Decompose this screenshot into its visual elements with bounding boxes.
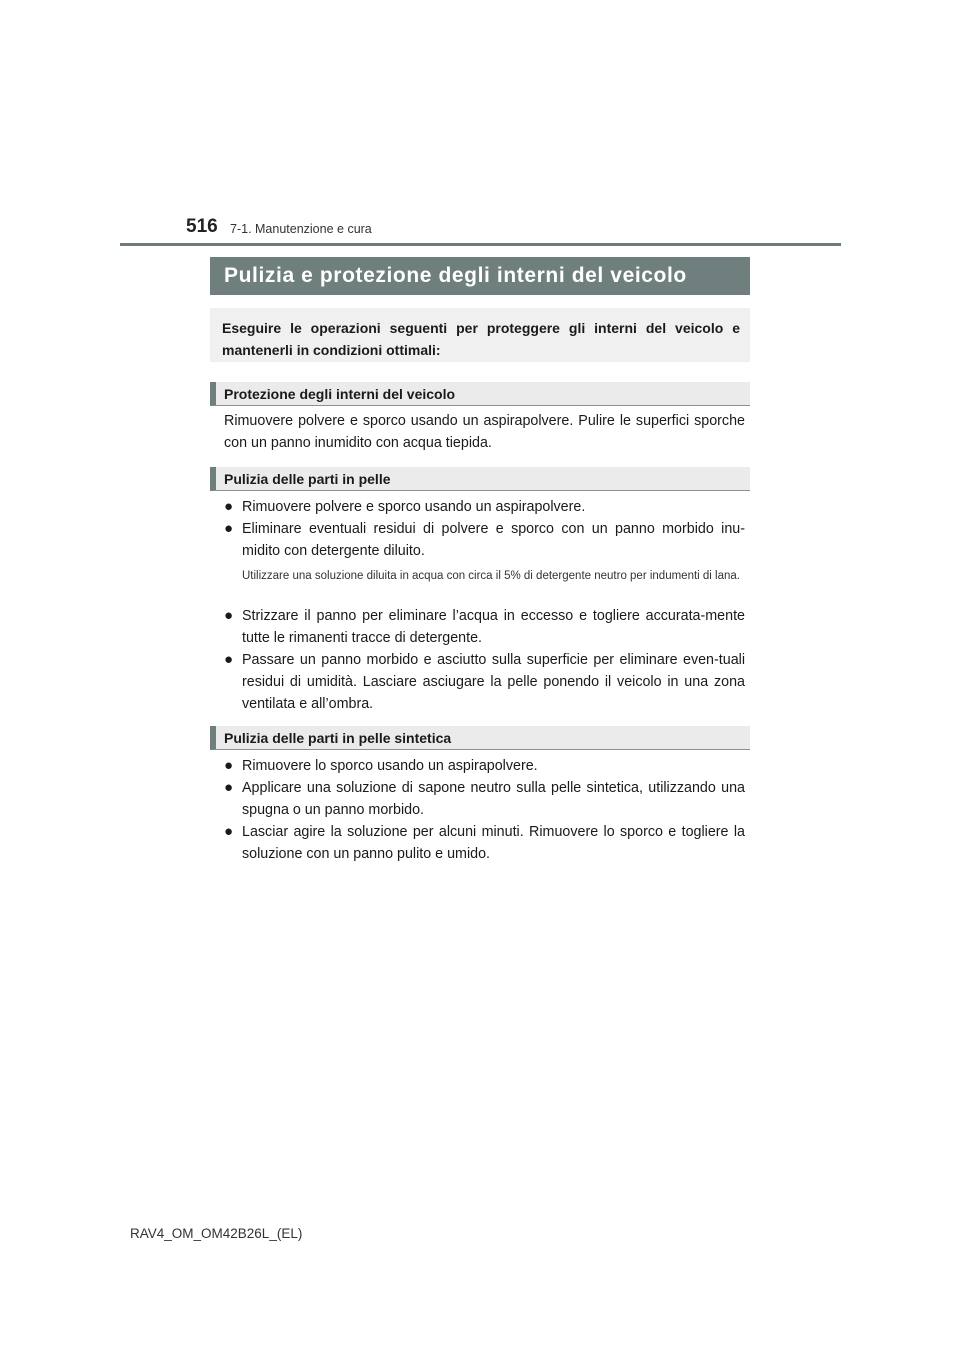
list-item-text: Lasciar agire la soluzione per alcuni minuti. Rimuovere lo sporco e togliere la soluzione con un panno pulito e umido. bbox=[242, 824, 745, 862]
list-item-text: Strizzare il panno per eliminare l’acqua in eccesso e togliere accurata-mente tutte le rimanenti tracce di detergente. bbox=[242, 608, 745, 646]
list-item-text: Rimuovere polvere e sporco usando un aspirapolvere. bbox=[242, 499, 586, 515]
bullet-icon: ● bbox=[224, 607, 234, 624]
paragraph-protezione: Rimuovere polvere e sporco usando un aspirapolvere. Pulire le superfici sporche con un panno inumidito con acqua tiepida. bbox=[224, 413, 745, 451]
intro-box: Eseguire le operazioni seguenti per proteggere gli interni del veicolo e mantenerli in condizioni ottimali: bbox=[210, 308, 750, 362]
footer-document-code: RAV4_OM_OM42B26L_(EL) bbox=[130, 1226, 303, 1241]
bullet-icon: ● bbox=[224, 779, 234, 796]
subheading-pelle: Pulizia delle parti in pelle bbox=[210, 467, 750, 491]
header-rule bbox=[120, 243, 841, 246]
list-item bbox=[224, 605, 745, 649]
list-item-text: Eliminare eventuali residui di polvere e sporco con un panno morbido inu-midito con detergente diluito. bbox=[242, 521, 745, 559]
page-title: Pulizia e protezione degli interni del veicolo bbox=[210, 257, 750, 295]
list-item bbox=[224, 777, 745, 821]
list-item bbox=[224, 518, 745, 562]
bullet-icon: ● bbox=[224, 757, 234, 774]
list-item bbox=[224, 821, 745, 865]
list-item-text: Passare un panno morbido e asciutto sulla superficie per eliminare even-tuali residui di umidità. Lasciare asciugare la pelle ponendo il veicolo in una zona ventilata e all’ombra. bbox=[242, 652, 745, 712]
page-number: 516 bbox=[186, 216, 218, 237]
subheading-protezione: Protezione degli interni del veicolo bbox=[210, 382, 750, 406]
bullet-icon: ● bbox=[224, 520, 234, 537]
list-item bbox=[224, 496, 745, 518]
list-item-text: Rimuovere lo sporco usando un aspirapolvere. bbox=[242, 758, 538, 774]
list-item bbox=[224, 649, 745, 715]
bullet-icon: ● bbox=[224, 823, 234, 840]
subheading-pelle-sintetica: Pulizia delle parti in pelle sintetica bbox=[210, 726, 750, 750]
section-reference: 7-1. Manutenzione e cura bbox=[230, 222, 372, 236]
bullet-icon: ● bbox=[224, 498, 234, 515]
list-item bbox=[224, 755, 745, 777]
note-text: Utilizzare una soluzione diluita in acqua con circa il 5% di detergente neutro per indumenti di lana. bbox=[242, 570, 740, 582]
bullet-icon: ● bbox=[224, 651, 234, 668]
list-item-text: Applicare una soluzione di sapone neutro sulla pelle sintetica, utilizzando una spugna o un panno morbido. bbox=[242, 780, 745, 818]
